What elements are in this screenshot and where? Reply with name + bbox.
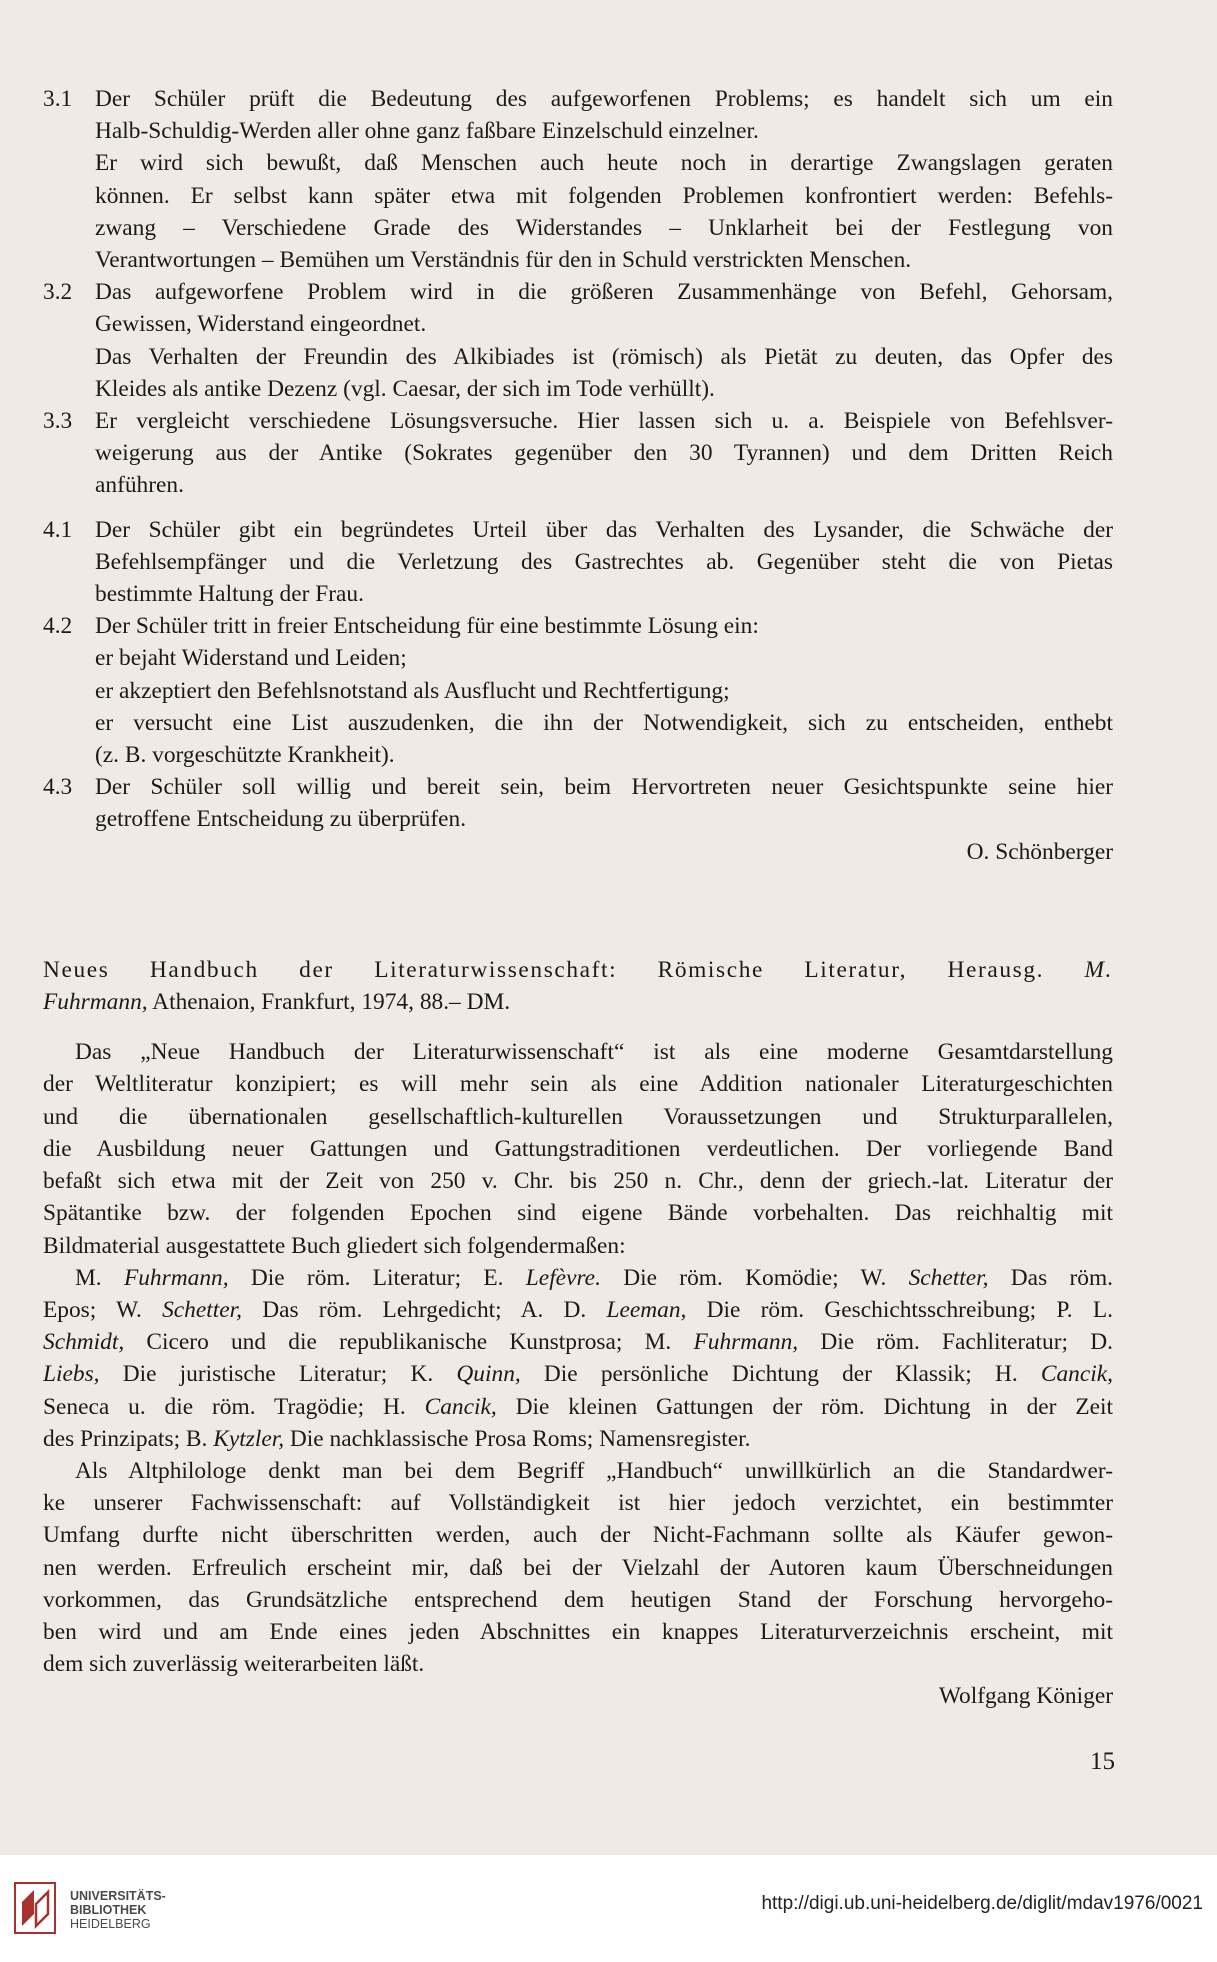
contents-text: Das röm. [988,1264,1113,1291]
item-line: Der Schüler soll willig und bereit sein, beim Hervortreten neuer Gesichtspunkte seine hier [95,774,1113,801]
numbered-item [43,771,1113,835]
item-line: bestimmte Haltung der Frau. [95,581,364,608]
item-line: er versucht eine List auszudenken, die ihn der Notwendigkeit, sich zu entscheiden, enthebt [95,709,1113,736]
contents-text: Cicero und die republikanische Kunstprosa; M. [124,1329,694,1356]
paragraph-line: befaßt sich etwa mit der Zeit von 250 v. Chr. bis 250 n. Chr., denn der griech.-lat. Literatur der [43,1168,1113,1195]
item-line: können. Er selbst kann später etwa mit folgenden Problemen konfrontiert werden: Befehls- [95,182,1113,209]
contributor-name: Quinn, [456,1361,521,1388]
contents-text: Die röm. Geschichtsschreibung; P. L. [686,1296,1113,1323]
review-title-text: Neues Handbuch der Literaturwissenschaft: Römische Literatur, Herausg. [43,956,1045,983]
contents-line [43,1262,1113,1294]
item-line: Das Verhalten der Freundin des Alkibiades ist (römisch) als Pietät zu deuten, das Opfer des [95,343,1113,370]
item-number: 3.1 [43,86,73,112]
library-logo-icon [14,1882,56,1934]
paragraph-line: Bildmaterial ausgestattete Buch gliedert sich folgendermaßen: [43,1232,626,1259]
paragraph-line: der Weltliteratur konzipiert; es will mehr sein als eine Addition nationaler Literaturgeschichten [43,1071,1113,1098]
paragraph-line: Spätantike bzw. der folgenden Epochen sind eigene Bände vorbehalten. Das reichhaltig mit [43,1200,1113,1227]
contents-text: Die persönliche Dichtung der Klassik; H. [520,1361,1041,1388]
review-publisher: Athenaion, Frankfurt, 1974, 88.– DM. [152,989,511,1016]
item-line: (z. B. vorgeschützte Krankheit). [95,742,395,769]
source-url-link[interactable]: http://digi.ub.uni-heidelberg.de/diglit/mdav1976/0021 [761,1893,1203,1914]
contents-line [43,1423,1113,1455]
paragraph-line: die Ausbildung neuer Gattungen und Gattungstraditionen verdeutlichen. Der vorliegende Band [43,1135,1113,1162]
item-line: er bejaht Widerstand und Leiden; [95,645,407,672]
paragraph-line: ke unserer Fachwissenschaft: auf Vollständigkeit ist hier jedoch verzichtet, ein bestimmter [43,1490,1113,1517]
review-paragraph-3 [43,1455,1113,1680]
item-number: 3.3 [43,408,73,435]
contributor-name: Cancik, [1040,1361,1113,1388]
item-line: Er vergleicht verschiedene Lösungsversuche. Hier lassen sich u. a. Beispiele von Befehlsver- [95,408,1113,435]
item-line: anführen. [95,472,184,499]
library-name-line-1: UNIVERSITÄTS- [70,1889,166,1903]
contributor-name: Lefèvre. [525,1264,601,1291]
review-editor-initial: M. [1084,956,1113,983]
contents-line [43,1294,1113,1326]
item-line: Der Schüler tritt in freier Entscheidung für eine bestimmte Lösung ein: [95,613,759,640]
item-line: Gewissen, Widerstand eingeordnet. [95,311,427,338]
paragraph-line: vorkommen, das Grundsätzliche entsprechend dem heutigen Stand der Forschung hervorgeho- [43,1586,1113,1613]
contents-text: Die röm. Fachliteratur; D. [798,1329,1113,1356]
contents-text: Die nachklassische Prosa Roms; Namensregister. [284,1425,751,1452]
item-number: 3.2 [43,279,73,306]
item-line: getroffene Entscheidung zu überprüfen. [95,806,467,833]
library-footer [0,1855,1217,1962]
paragraph-line: Das „Neue Handbuch der Literaturwissenschaft“ ist als eine moderne Gesamtdarstellung [75,1039,1113,1066]
item-number: 4.3 [43,774,73,801]
item-line: Das aufgeworfene Problem wird in die größeren Zusammenhänge von Befehl, Gehorsam, [95,279,1113,306]
contributor-name: Leeman, [606,1296,687,1323]
section-4 [43,514,1113,836]
item-line: zwang – Verschiedene Grade des Widerstandes – Unklarheit bei der Festlegung von [95,214,1113,241]
item-line: er akzeptiert den Befehlsnotstand als Ausflucht und Rechtfertigung; [95,677,730,704]
item-line: Verantwortungen – Bemühen um Verständnis für den in Schuld verstrickten Menschen. [95,247,912,274]
contributor-name: Schetter, [908,1264,989,1291]
contents-text: Die röm. Komödie; W. [600,1264,909,1291]
review-contents-list [43,1262,1113,1455]
numbered-item [43,610,1113,771]
contents-line [43,1326,1113,1358]
item-line: Der Schüler gibt ein begründetes Urteil über das Verhalten des Lysander, die Schwäche der [95,516,1113,543]
review-title-line [43,954,1113,986]
contents-text: Die kleinen Gattungen der röm. Dichtung in der Zeit [496,1393,1113,1420]
contributor-name: Schmidt, [43,1329,125,1356]
numbered-item [43,276,1113,405]
contributor-name: Kytzler, [213,1425,285,1452]
numbered-item [43,514,1113,611]
contents-text: Die juristische Literatur; K. [99,1361,457,1388]
author-signature-1: O. Schönberger [966,838,1113,865]
review-editor-name: Fuhrmann, [43,989,148,1016]
review-paragraph-1 [43,1036,1113,1261]
contents-line [43,1358,1113,1390]
contents-text: Seneca u. die röm. Tragödie; H. [43,1393,425,1420]
item-line: Er wird sich bewußt, daß Menschen auch heute noch in derartige Zwangslagen geraten [95,150,1113,177]
contributor-name: Cancik, [424,1393,497,1420]
contents-text: M. [75,1264,124,1291]
paragraph-line: Als Altphilologe denkt man bei dem Begriff „Handbuch“ unwillkürlich an die Standardwer- [75,1457,1113,1484]
contributor-name: Fuhrmann, [693,1329,799,1356]
contents-text: Das röm. Lehrgedicht; A. D. [241,1296,607,1323]
item-line: Halb-Schuldig-Werden aller ohne ganz faßbare Einzelschuld einzelner. [95,118,759,145]
item-line: Kleides als antike Dezenz (vgl. Caesar, der sich im Tode verhüllt). [95,375,715,402]
item-line: weigerung aus der Antike (Sokrates gegenüber den 30 Tyrannen) und dem Dritten Reich [95,440,1113,467]
page-text [43,83,1113,1713]
page-number: 15 [1090,1748,1115,1775]
contents-text: Die röm. Literatur; E. [228,1264,526,1291]
paragraph-line: und die übernationalen gesellschaftlich-kulturellen Voraussetzungen und Strukturparallelen, [43,1103,1113,1130]
library-name [70,1889,166,1931]
contributor-name: Liebs, [43,1361,100,1388]
contents-text: des Prinzipats; B. [43,1425,214,1452]
numbered-item [43,83,1113,276]
paragraph-line: ben wird und am Ende eines jeden Abschnittes ein knappes Literaturverzeichnis erscheint, mit [43,1618,1113,1645]
item-line: Der Schüler prüft die Bedeutung des aufgeworfenen Problems; es handelt sich um ein [95,86,1113,112]
contents-text: Epos; W. [43,1296,163,1323]
item-number: 4.2 [43,613,73,640]
section-3 [43,83,1113,502]
numbered-item [43,405,1113,502]
paragraph-line: nen werden. Erfreulich erscheint mir, daß bei der Vielzahl der Autoren kaum Überschneidungen [43,1554,1113,1581]
paragraph-line: Umfang durfte nicht überschritten werden, auch der Nicht-Fachmann sollte als Käufer gewon- [43,1522,1113,1549]
contributor-name: Fuhrmann, [123,1264,229,1291]
contents-line [43,1391,1113,1423]
library-name-line-3: HEIDELBERG [70,1917,151,1931]
paragraph-line: dem sich zuverlässig weiterarbeiten läßt. [43,1651,425,1678]
item-line: Befehlsempfänger und die Verletzung des Gastrechtes ab. Gegenüber steht die von Pietas [95,548,1113,575]
contributor-name: Schetter, [162,1296,242,1323]
author-signature-2: Wolfgang Königer [938,1683,1113,1710]
review-title-line-2 [43,986,1113,1018]
item-number: 4.1 [43,516,73,543]
library-name-line-2: BIBLIOTHEK [70,1903,147,1917]
